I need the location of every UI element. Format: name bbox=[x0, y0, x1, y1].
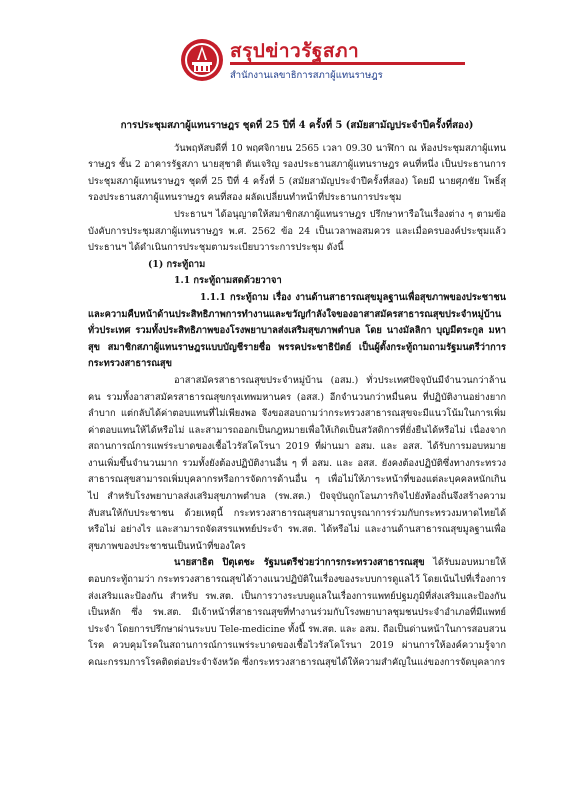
brand-title: สรุปข่าวรัฐสภา bbox=[230, 40, 360, 62]
question-heading: 1.1.1 กระทู้ถาม เรื่อง งานด้านสาธารณสุขมูลฐานเพื่อสุขภาพของประชาชนและความคืบหน้าด้านประสิทธิภาพการทำงานและขวัญกำลังใจของอาสาสมัครสาธารณสุขประจำหมู่บ้านทั่วประเทศ รวมทั้งประสิทธิภาพของโรงพยาบาลส่งเสริมสุขภาพตำบล โดย นางมัลลิกา บุญมีตระกูล มหาสุข สมาชิกสภาผู้แทนราษฎรแบบบัญชีรายชื่อ พรรคประชาธิปัตย์ เป็นผู้ตั้งกระทู้ถามถามรัฐมนตรีว่าการกระทรวงสาธารณสุข bbox=[88, 291, 506, 370]
brand-divider bbox=[230, 62, 465, 65]
section-heading-questions: (1) กระทู้ถาม bbox=[148, 258, 206, 270]
parliament-logo-icon bbox=[180, 38, 224, 82]
document-title: การประชุมสภาผู้แทนราษฎร ชุดที่ 25 ปีที่ 4 ครั้งที่ 5 (สมัยสามัญประจำปีครั้งที่สอง) bbox=[120, 120, 474, 131]
brand-subtitle: สำนักงานเลขาธิการสภาผู้แทนราษฎร bbox=[230, 70, 383, 81]
header bbox=[180, 36, 420, 92]
answer-paragraph bbox=[88, 555, 506, 671]
answer-body: ได้รับมอบหมายให้ตอบกระทู้ถามว่า กระทรวงสาธารณสุขได้วางแนวปฏิบัติในเรื่องของระบบการดูแลไว้ โดยเน้นไปที่เรื่องการส่งเสริมและป้องกัน สำหรับ รพ.สต. เป็นการวางระบบดูแลในเรื่องการแพทย์ปฐมภูมิที่ส่งเสริมและป้องกันเป็นหลัก ซึ่ง รพ.สต. มีเจ้าหน้าที่สาธารณสุขที่ทำงานร่วมกับโรงพยาบาลชุมชนประจำอำเภอที่มีแพทย์ประจำ โดยการปรึกษาผ่านระบบ Tele-medicine ทั้งนี้ รพ.สต. และ อสม. ถือเป็นด่านหน้าในการสอบสวนโรค ควบคุมโรคในสถานการณ์การแพร่ระบาดของเชื้อไวรัสโคโรนา 2019 ผ่านการให้องค์ความรู้จากคณะกรรมการโรคติดต่อประจำจังหวัด ซึ่งกระทรวงสาธารณสุขได้ให้ความสำคัญในแง่ของการจัดบุคลากร bbox=[88, 557, 507, 668]
question-body: อาสาสมัครสาธารณสุขประจำหมู่บ้าน (อสม.) ทั่วประเทศปัจจุบันมีจำนวนกว่าล้านคน รวมทั้งอาสาสมัครสาธารณสุขกรุงเทพมหานคร (อสส.) อีกจำนวนกว่าหมื่นคน ที่ปฏิบัติงานอย่างยากลำบาก แต่กลับได้ค่าตอบแทนที่ไม่เพียงพอ จึงขอสอบถามว่ากระทรวงสาธารณสุขจะมีแนวโน้มในการเพิ่มค่าตอบแทนให้ได้หรือไม่ และสามารถออกเป็นกฎหมายเพื่อให้เกิดเป็นสวัสดิการที่ยั่งยืนได้หรือไม่ เนื่องจากสถานการณ์การแพร่ระบาดของเชื้อไวรัสโคโรนา 2019 ที่ผ่านมา อสม. และ อสส. ได้รับการมอบหมายงานเพิ่มขึ้นจำนวนมาก รวมทั้งยังต้องปฏิบัติงานอื่น ๆ ที่ อสม. และ อสส. ยังคงต้องปฏิบัติซึ่งทางกระทรวงสาธารณสุขสามารถเพิ่มบุคลากรหรือการจัดการด้านอื่น ๆ เพื่อไม่ให้ภาระหน้าที่ของแต่ละบุคคลหนักเกินไป สำหรับโรงพยาบาลส่งเสริมสุขภาพตำบล (รพ.สต.) ปัจจุบันถูกโอนภารกิจไปยังท้องถิ่นจึงสร้างความสับสนให้กับประชาชน ด้วยเหตุนี้ กระทรวงสาธารณสุขสามารถบูรณาการร่วมกับกระทรวงมหาดไทยได้หรือไม่ อย่างไร และสามารถจัดสรรแพทย์ประจำ รพ.สต. ได้หรือไม่ และงานด้านสาธารณสุขมูลฐานเพื่อสุขภาพของประชาชนเป็นหน้าที่ของใคร bbox=[88, 374, 506, 552]
agenda-paragraph: ประธานฯ ได้อนุญาตให้สมาชิกสภาผู้แทนราษฎร ปรึกษาหารือในเรื่องต่าง ๆ ตามข้อบังคับการประชุมสภาผู้แทนราษฎร พ.ศ. 2562 ข้อ 24 เป็นเวลาพอสมควร และเมื่อครบองค์ประชุมแล้ว ประธานฯ ได้ดำเนินการประชุมตามระเบียบวาระการประชุม ดังนี้ bbox=[88, 208, 506, 254]
document-body bbox=[88, 118, 506, 672]
subsection-heading-oral-questions: 1.1 กระทู้ถามสดด้วยวาจา bbox=[174, 275, 282, 287]
answer-speaker: นายสาธิต ปิตุเตชะ รัฐมนตรีช่วยว่าการกระทรวงสาธารณสุข bbox=[174, 557, 425, 569]
intro-paragraph: วันพฤหัสบดีที่ 10 พฤศจิกายน 2565 เวลา 09.30 นาฬิกา ณ ห้องประชุมสภาผู้แทนราษฎร ชั้น 2 อาคารรัฐสภา นายสุชาติ ตันเจริญ รองประธานสภาผู้แทนราษฎร คนที่หนึ่ง เป็นประธานการประชุมสภาผู้แทนราษฎร ชุดที่ 25 ปีที่ 4 ครั้งที่ 5 (สมัยสามัญประจำปีครั้งที่สอง) โดยมี นายศุภชัย โพธิ์สุ รองประธานสภาผู้แทนราษฎร คนที่สอง ผลัดเปลี่ยนทำหน้าที่ประธานการประชุม bbox=[88, 142, 506, 204]
